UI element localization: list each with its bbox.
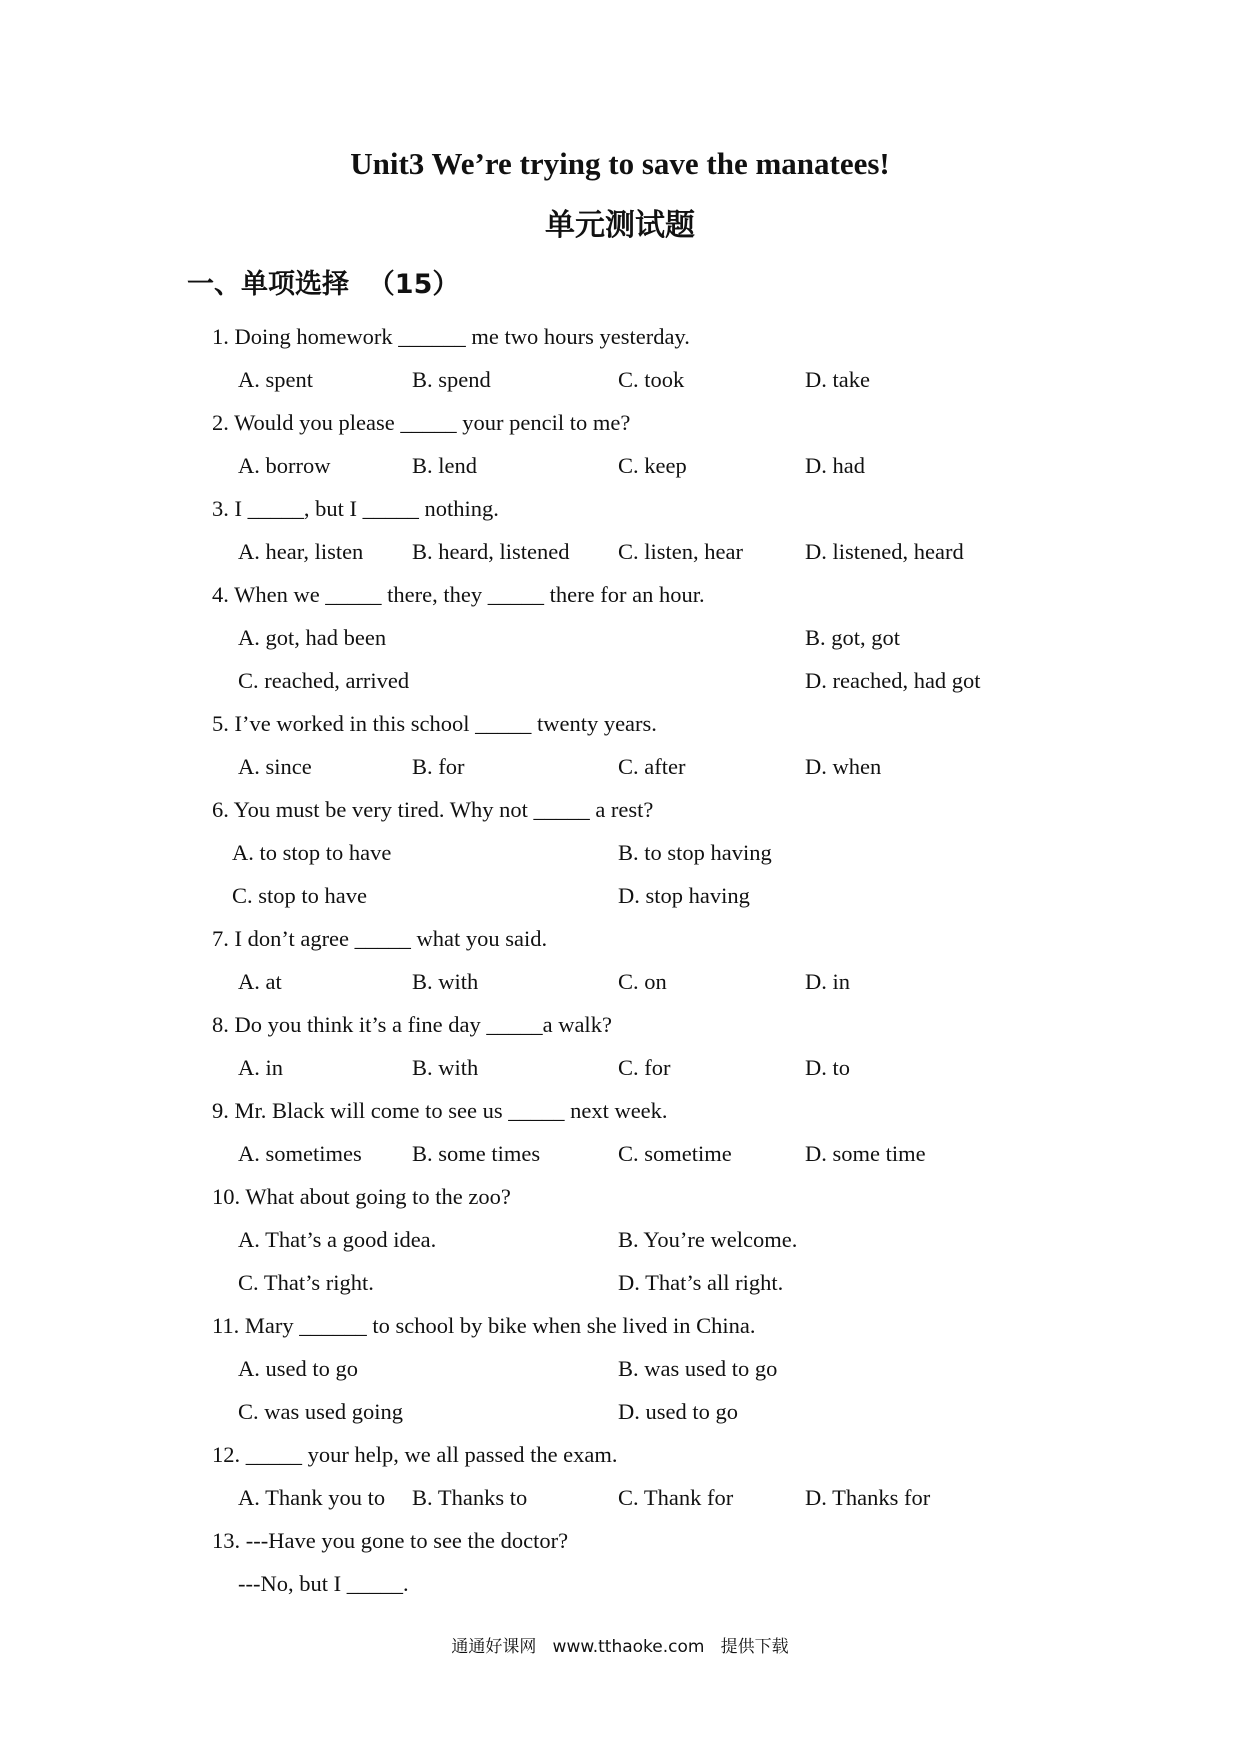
option: A. Thank you to <box>238 1485 386 1510</box>
question-text: 3. I _____, but I _____ nothing. <box>212 496 499 521</box>
option: A. spent <box>238 367 313 392</box>
option: D. reached, had got <box>805 668 981 693</box>
option: A. in <box>238 1055 283 1080</box>
option: C. sometime <box>618 1141 732 1166</box>
option: B. was used to go <box>618 1356 778 1381</box>
option: A. at <box>238 969 282 994</box>
option: D. stop having <box>618 883 750 908</box>
option: B. lend <box>412 453 477 478</box>
option: C. That’s right. <box>238 1270 374 1295</box>
option: C. reached, arrived <box>238 668 410 693</box>
question-text: 9. Mr. Black will come to see us _____ next week. <box>212 1098 668 1123</box>
option: C. took <box>618 367 685 392</box>
option: B. with <box>412 969 479 994</box>
question-text: 7. I don’t agree _____ what you said. <box>212 926 548 951</box>
option: B. to stop having <box>618 840 772 865</box>
option: D. used to go <box>618 1399 738 1424</box>
option: A. used to go <box>238 1356 358 1381</box>
question-text: 5. I’ve worked in this school _____ twenty years. <box>212 711 657 736</box>
question-text: 1. Doing homework ______ me two hours yesterday. <box>212 324 690 349</box>
option: B. You’re welcome. <box>618 1227 798 1252</box>
option: C. listen, hear <box>618 539 743 564</box>
option: B. got, got <box>805 625 901 650</box>
option: B. some times <box>412 1141 541 1166</box>
page-footer: 通通好课网 www.tthaoke.com 提供下载 <box>451 1637 789 1657</box>
option: A. That’s a good idea. <box>238 1227 437 1252</box>
option: D. take <box>805 367 870 392</box>
option: A. got, had been <box>238 625 387 650</box>
option: A. to stop to have <box>232 840 392 865</box>
option: D. some time <box>805 1141 926 1166</box>
option: C. after <box>618 754 686 779</box>
option: A. borrow <box>238 453 331 478</box>
option: A. since <box>238 754 312 779</box>
option: C. stop to have <box>232 883 367 908</box>
option: C. on <box>618 969 667 994</box>
question-text: 4. When we _____ there, they _____ there for an hour. <box>212 582 705 607</box>
option: D. in <box>805 969 850 994</box>
question-text: 8. Do you think it’s a fine day _____a walk? <box>212 1012 612 1037</box>
option: B. with <box>412 1055 479 1080</box>
option: A. sometimes <box>238 1141 362 1166</box>
question-text: 13. ---Have you gone to see the doctor? <box>212 1528 569 1553</box>
option: D. to <box>805 1055 850 1080</box>
answer-line: ---No, but I _____. <box>238 1571 409 1596</box>
question-text: 6. You must be very tired. Why not _____ a rest? <box>212 797 654 822</box>
question-text: 12. _____ your help, we all passed the exam. <box>212 1442 618 1467</box>
option: C. Thank for <box>618 1485 734 1510</box>
page-title: Unit3 We’re trying to save the manatees! <box>350 146 890 181</box>
option: D. had <box>805 453 865 478</box>
option: B. Thanks to <box>412 1485 528 1510</box>
option: C. keep <box>618 453 687 478</box>
option: D. Thanks for <box>805 1485 931 1510</box>
option: A. hear, listen <box>238 539 364 564</box>
section-heading: 一、单项选择 （15） <box>187 269 460 300</box>
question-text: 11. Mary ______ to school by bike when she lived in China. <box>212 1313 756 1338</box>
question-text: 10. What about going to the zoo? <box>212 1184 511 1209</box>
option: C. for <box>618 1055 671 1080</box>
page-subtitle: 单元测试题 <box>545 208 695 243</box>
option: C. was used going <box>238 1399 403 1424</box>
option: B. for <box>412 754 465 779</box>
option: D. That’s all right. <box>618 1270 784 1295</box>
option: D. listened, heard <box>805 539 964 564</box>
option: B. heard, listened <box>412 539 570 564</box>
question-text: 2. Would you please _____ your pencil to me? <box>212 410 631 435</box>
option: B. spend <box>412 367 491 392</box>
option: D. when <box>805 754 882 779</box>
